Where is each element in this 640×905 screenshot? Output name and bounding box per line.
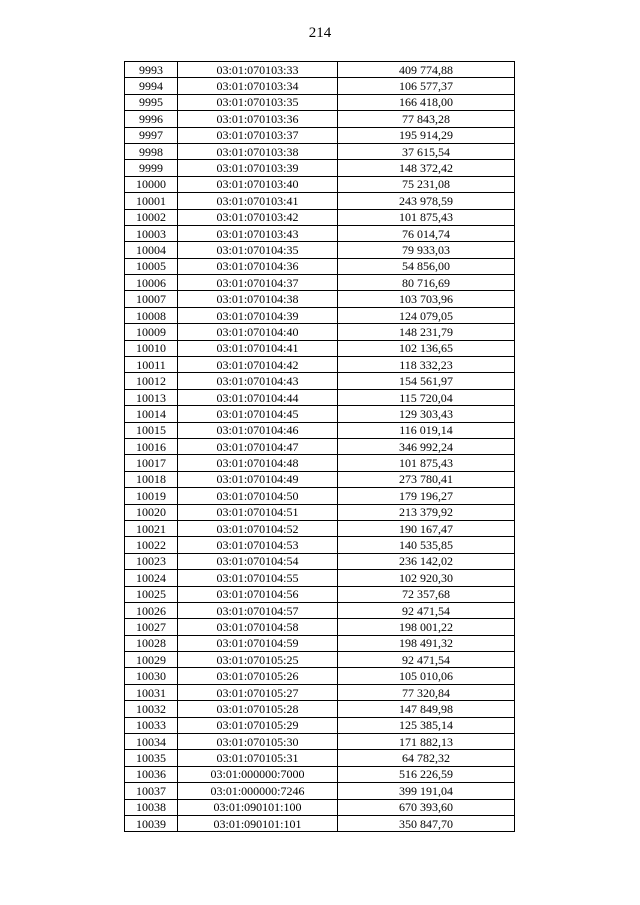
value-cell: 80 716,69 bbox=[338, 275, 515, 291]
cadastral-number-cell: 03:01:070104:49 bbox=[178, 471, 338, 487]
table-row bbox=[125, 62, 515, 78]
value-cell: 115 720,04 bbox=[338, 389, 515, 405]
table-row bbox=[125, 471, 515, 487]
row-number-cell: 9997 bbox=[125, 127, 178, 143]
row-number-cell: 9995 bbox=[125, 94, 178, 110]
row-number-cell: 10036 bbox=[125, 766, 178, 782]
row-number-cell: 10003 bbox=[125, 225, 178, 241]
value-cell: 77 843,28 bbox=[338, 111, 515, 127]
cadastral-number-cell: 03:01:070104:36 bbox=[178, 258, 338, 274]
table-row bbox=[125, 307, 515, 323]
row-number-cell: 10000 bbox=[125, 176, 178, 192]
value-cell: 236 142,02 bbox=[338, 553, 515, 569]
cadastral-number-cell: 03:01:000000:7000 bbox=[178, 766, 338, 782]
table-row bbox=[125, 717, 515, 733]
row-number-cell: 10014 bbox=[125, 406, 178, 422]
cadastral-number-cell: 03:01:000000:7246 bbox=[178, 783, 338, 799]
cadastral-number-cell: 03:01:070103:39 bbox=[178, 160, 338, 176]
value-cell: 79 933,03 bbox=[338, 242, 515, 258]
row-number-cell: 10001 bbox=[125, 193, 178, 209]
value-cell: 399 191,04 bbox=[338, 783, 515, 799]
value-cell: 37 615,54 bbox=[338, 143, 515, 159]
table-row bbox=[125, 734, 515, 750]
row-number-cell: 10028 bbox=[125, 635, 178, 651]
cadastral-number-cell: 03:01:070104:59 bbox=[178, 635, 338, 651]
value-cell: 101 875,43 bbox=[338, 209, 515, 225]
cadastral-number-cell: 03:01:070105:25 bbox=[178, 652, 338, 668]
cadastral-number-cell: 03:01:070103:41 bbox=[178, 193, 338, 209]
table-row bbox=[125, 160, 515, 176]
row-number-cell: 10024 bbox=[125, 570, 178, 586]
value-cell: 154 561,97 bbox=[338, 373, 515, 389]
table-row bbox=[125, 455, 515, 471]
row-number-cell: 10012 bbox=[125, 373, 178, 389]
cadastral-number-cell: 03:01:070105:30 bbox=[178, 734, 338, 750]
row-number-cell: 10011 bbox=[125, 357, 178, 373]
value-cell: 350 847,70 bbox=[338, 815, 515, 831]
value-cell: 102 920,30 bbox=[338, 570, 515, 586]
row-number-cell: 10016 bbox=[125, 438, 178, 454]
value-cell: 77 320,84 bbox=[338, 684, 515, 700]
cadastral-number-cell: 03:01:090101:100 bbox=[178, 799, 338, 815]
table-row bbox=[125, 357, 515, 373]
table-row bbox=[125, 111, 515, 127]
cadastral-number-cell: 03:01:070105:26 bbox=[178, 668, 338, 684]
cadastral-number-cell: 03:01:070103:35 bbox=[178, 94, 338, 110]
value-cell: 346 992,24 bbox=[338, 438, 515, 454]
value-cell: 125 385,14 bbox=[338, 717, 515, 733]
data-table bbox=[124, 61, 515, 832]
row-number-cell: 10031 bbox=[125, 684, 178, 700]
value-cell: 148 231,79 bbox=[338, 324, 515, 340]
table-row bbox=[125, 684, 515, 700]
cadastral-number-cell: 03:01:070104:44 bbox=[178, 389, 338, 405]
table-row bbox=[125, 406, 515, 422]
row-number-cell: 10008 bbox=[125, 307, 178, 323]
cadastral-number-cell: 03:01:070104:46 bbox=[178, 422, 338, 438]
table-row bbox=[125, 652, 515, 668]
table-row bbox=[125, 373, 515, 389]
value-cell: 92 471,54 bbox=[338, 602, 515, 618]
row-number-cell: 10017 bbox=[125, 455, 178, 471]
cadastral-number-cell: 03:01:070104:51 bbox=[178, 504, 338, 520]
row-number-cell: 10033 bbox=[125, 717, 178, 733]
table-row bbox=[125, 668, 515, 684]
row-number-cell: 10029 bbox=[125, 652, 178, 668]
row-number-cell: 10035 bbox=[125, 750, 178, 766]
value-cell: 101 875,43 bbox=[338, 455, 515, 471]
value-cell: 243 978,59 bbox=[338, 193, 515, 209]
row-number-cell: 10009 bbox=[125, 324, 178, 340]
row-number-cell: 9998 bbox=[125, 143, 178, 159]
row-number-cell: 9994 bbox=[125, 78, 178, 94]
table-row bbox=[125, 225, 515, 241]
table-row bbox=[125, 324, 515, 340]
value-cell: 195 914,29 bbox=[338, 127, 515, 143]
row-number-cell: 10015 bbox=[125, 422, 178, 438]
cadastral-number-cell: 03:01:070104:58 bbox=[178, 619, 338, 635]
table-row bbox=[125, 488, 515, 504]
row-number-cell: 10010 bbox=[125, 340, 178, 356]
table-row bbox=[125, 635, 515, 651]
cadastral-number-cell: 03:01:070103:36 bbox=[178, 111, 338, 127]
cadastral-number-cell: 03:01:070103:34 bbox=[178, 78, 338, 94]
cadastral-number-cell: 03:01:070103:40 bbox=[178, 176, 338, 192]
value-cell: 72 357,68 bbox=[338, 586, 515, 602]
table-row bbox=[125, 553, 515, 569]
cadastral-number-cell: 03:01:070104:47 bbox=[178, 438, 338, 454]
value-cell: 106 577,37 bbox=[338, 78, 515, 94]
table-row bbox=[125, 537, 515, 553]
table-row bbox=[125, 504, 515, 520]
cadastral-number-cell: 03:01:070104:35 bbox=[178, 242, 338, 258]
cadastral-number-cell: 03:01:070104:48 bbox=[178, 455, 338, 471]
value-cell: 409 774,88 bbox=[338, 62, 515, 78]
cadastral-number-cell: 03:01:070104:39 bbox=[178, 307, 338, 323]
cadastral-number-cell: 03:01:070104:38 bbox=[178, 291, 338, 307]
value-cell: 670 393,60 bbox=[338, 799, 515, 815]
table-row bbox=[125, 602, 515, 618]
row-number-cell: 9993 bbox=[125, 62, 178, 78]
cadastral-number-cell: 03:01:070104:37 bbox=[178, 275, 338, 291]
row-number-cell: 10032 bbox=[125, 701, 178, 717]
cadastral-number-cell: 03:01:070104:45 bbox=[178, 406, 338, 422]
cadastral-number-cell: 03:01:070104:40 bbox=[178, 324, 338, 340]
cadastral-number-cell: 03:01:070105:31 bbox=[178, 750, 338, 766]
cadastral-number-cell: 03:01:070104:43 bbox=[178, 373, 338, 389]
value-cell: 140 535,85 bbox=[338, 537, 515, 553]
cadastral-number-cell: 03:01:070104:55 bbox=[178, 570, 338, 586]
cadastral-number-cell: 03:01:070103:33 bbox=[178, 62, 338, 78]
row-number-cell: 10030 bbox=[125, 668, 178, 684]
table-row bbox=[125, 520, 515, 536]
cadastral-number-cell: 03:01:070104:42 bbox=[178, 357, 338, 373]
table-row bbox=[125, 570, 515, 586]
row-number-cell: 10021 bbox=[125, 520, 178, 536]
row-number-cell: 10018 bbox=[125, 471, 178, 487]
value-cell: 118 332,23 bbox=[338, 357, 515, 373]
table-row bbox=[125, 275, 515, 291]
value-cell: 103 703,96 bbox=[338, 291, 515, 307]
table-row bbox=[125, 799, 515, 815]
value-cell: 213 379,92 bbox=[338, 504, 515, 520]
row-number-cell: 9996 bbox=[125, 111, 178, 127]
table-row bbox=[125, 340, 515, 356]
table-row bbox=[125, 176, 515, 192]
table-row bbox=[125, 258, 515, 274]
table-row bbox=[125, 94, 515, 110]
row-number-cell: 10038 bbox=[125, 799, 178, 815]
cadastral-number-cell: 03:01:070104:54 bbox=[178, 553, 338, 569]
value-cell: 92 471,54 bbox=[338, 652, 515, 668]
row-number-cell: 10005 bbox=[125, 258, 178, 274]
cadastral-number-cell: 03:01:070103:42 bbox=[178, 209, 338, 225]
row-number-cell: 10025 bbox=[125, 586, 178, 602]
cadastral-number-cell: 03:01:070104:56 bbox=[178, 586, 338, 602]
value-cell: 75 231,08 bbox=[338, 176, 515, 192]
value-cell: 76 014,74 bbox=[338, 225, 515, 241]
value-cell: 64 782,32 bbox=[338, 750, 515, 766]
table-row bbox=[125, 193, 515, 209]
value-cell: 129 303,43 bbox=[338, 406, 515, 422]
table-row bbox=[125, 586, 515, 602]
value-cell: 147 849,98 bbox=[338, 701, 515, 717]
value-cell: 148 372,42 bbox=[338, 160, 515, 176]
row-number-cell: 9999 bbox=[125, 160, 178, 176]
cadastral-number-cell: 03:01:070104:53 bbox=[178, 537, 338, 553]
value-cell: 273 780,41 bbox=[338, 471, 515, 487]
row-number-cell: 10004 bbox=[125, 242, 178, 258]
row-number-cell: 10007 bbox=[125, 291, 178, 307]
row-number-cell: 10022 bbox=[125, 537, 178, 553]
cadastral-number-cell: 03:01:070104:41 bbox=[178, 340, 338, 356]
table-row bbox=[125, 78, 515, 94]
table-row bbox=[125, 815, 515, 831]
value-cell: 102 136,65 bbox=[338, 340, 515, 356]
table-row bbox=[125, 619, 515, 635]
table-row bbox=[125, 783, 515, 799]
value-cell: 105 010,06 bbox=[338, 668, 515, 684]
row-number-cell: 10037 bbox=[125, 783, 178, 799]
value-cell: 54 856,00 bbox=[338, 258, 515, 274]
page-number: 214 bbox=[308, 25, 332, 41]
table-row bbox=[125, 389, 515, 405]
table-row bbox=[125, 701, 515, 717]
cadastral-number-cell: 03:01:070105:28 bbox=[178, 701, 338, 717]
value-cell: 116 019,14 bbox=[338, 422, 515, 438]
table-row bbox=[125, 127, 515, 143]
table-row bbox=[125, 438, 515, 454]
cadastral-number-cell: 03:01:070103:37 bbox=[178, 127, 338, 143]
value-cell: 179 196,27 bbox=[338, 488, 515, 504]
row-number-cell: 10023 bbox=[125, 553, 178, 569]
value-cell: 198 491,32 bbox=[338, 635, 515, 651]
value-cell: 190 167,47 bbox=[338, 520, 515, 536]
table-row bbox=[125, 209, 515, 225]
row-number-cell: 10026 bbox=[125, 602, 178, 618]
cadastral-number-cell: 03:01:090101:101 bbox=[178, 815, 338, 831]
value-cell: 124 079,05 bbox=[338, 307, 515, 323]
row-number-cell: 10006 bbox=[125, 275, 178, 291]
value-cell: 198 001,22 bbox=[338, 619, 515, 635]
cadastral-number-cell: 03:01:070103:38 bbox=[178, 143, 338, 159]
row-number-cell: 10039 bbox=[125, 815, 178, 831]
row-number-cell: 10020 bbox=[125, 504, 178, 520]
value-cell: 516 226,59 bbox=[338, 766, 515, 782]
table-row bbox=[125, 291, 515, 307]
cadastral-number-cell: 03:01:070105:29 bbox=[178, 717, 338, 733]
row-number-cell: 10002 bbox=[125, 209, 178, 225]
table-row bbox=[125, 143, 515, 159]
row-number-cell: 10034 bbox=[125, 734, 178, 750]
table-row bbox=[125, 766, 515, 782]
table-body bbox=[125, 62, 515, 832]
row-number-cell: 10019 bbox=[125, 488, 178, 504]
table-row bbox=[125, 242, 515, 258]
value-cell: 166 418,00 bbox=[338, 94, 515, 110]
cadastral-number-cell: 03:01:070104:52 bbox=[178, 520, 338, 536]
row-number-cell: 10027 bbox=[125, 619, 178, 635]
cadastral-number-cell: 03:01:070104:50 bbox=[178, 488, 338, 504]
cadastral-number-cell: 03:01:070105:27 bbox=[178, 684, 338, 700]
table-row bbox=[125, 750, 515, 766]
row-number-cell: 10013 bbox=[125, 389, 178, 405]
table-row bbox=[125, 422, 515, 438]
cadastral-number-cell: 03:01:070103:43 bbox=[178, 225, 338, 241]
value-cell: 171 882,13 bbox=[338, 734, 515, 750]
cadastral-number-cell: 03:01:070104:57 bbox=[178, 602, 338, 618]
